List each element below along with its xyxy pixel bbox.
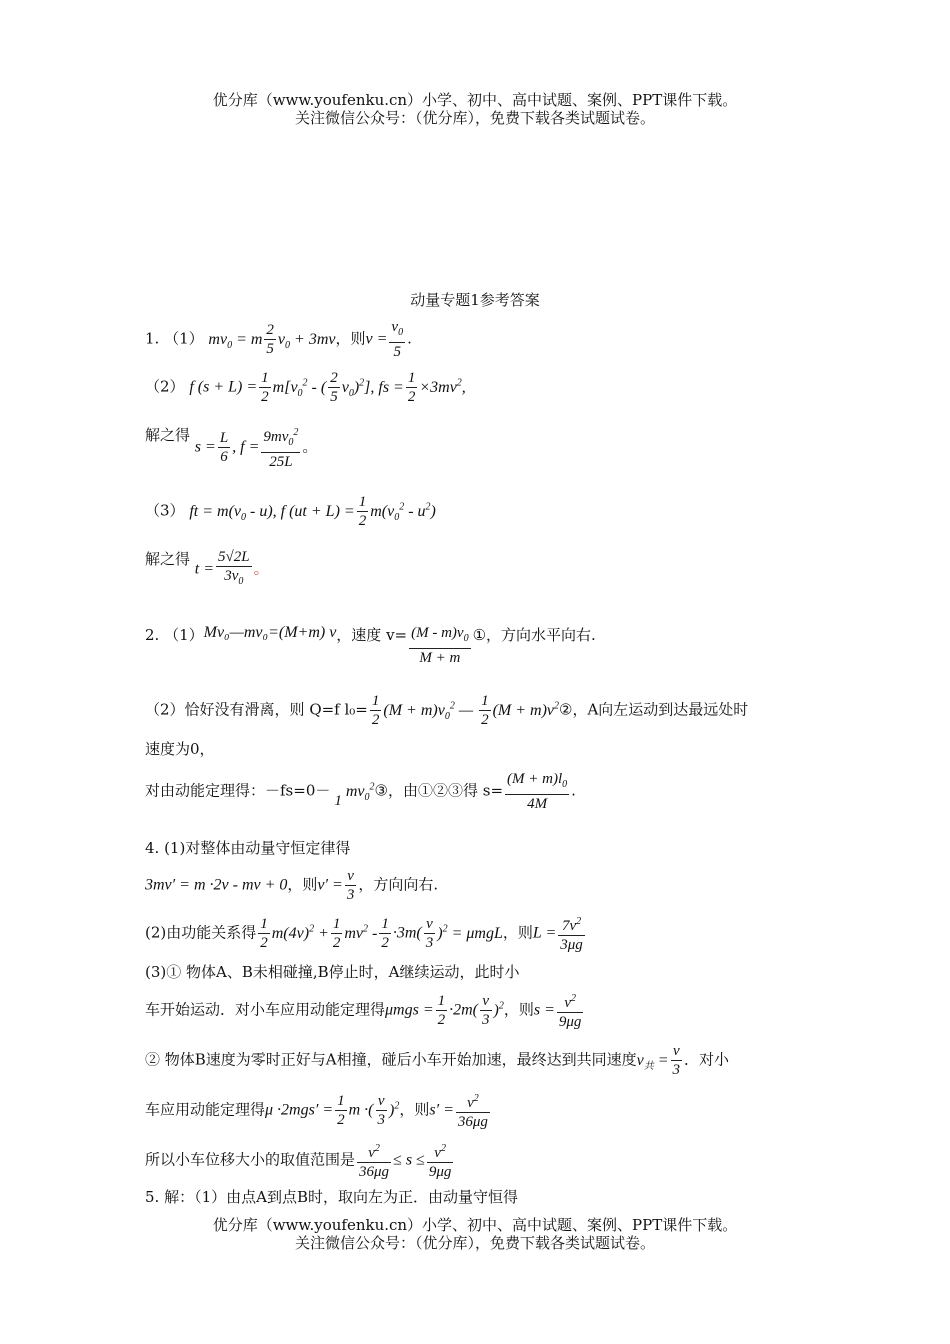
q1-eq2b: $m[v_0^2$ - ( <box>272 377 327 399</box>
q4-eq6b: m ·( <box>348 1101 374 1119</box>
frac: $\frac{1}{2}$ <box>260 916 268 951</box>
q2-eq2b: $(M + m)v^2$ <box>492 700 559 719</box>
frac: $\frac{1}{2}$ <box>358 494 367 529</box>
q4-l7-label: 所以小车位移大小的取值范围是 <box>145 1150 356 1169</box>
frac: $\frac{v^2}{36\mu g}$ <box>357 1140 391 1181</box>
q2-speed: ，速度 v= <box>336 626 408 644</box>
q1-eq2c: $v_0)^2$], fs = <box>341 377 404 399</box>
frac: $\frac{1}{2}$ <box>332 916 341 951</box>
q4-eq2e: L = <box>532 924 557 942</box>
q2-part1 <box>145 624 596 667</box>
frac: $\frac{2}{5}$ <box>330 370 338 405</box>
q1-part1: 1. （1） $mv_0 = m$ $\frac{2}{5}$ $v_0 + 3mv$，则v = $\frac{v_0}{5}$ . <box>145 319 412 360</box>
period: 。 <box>253 559 269 578</box>
frac: 1 <box>334 792 342 809</box>
q4-line6 <box>145 1090 492 1131</box>
frac: $\frac{v}{3}$ <box>377 1093 386 1128</box>
frac: $\frac{v}{3}$ <box>672 1043 681 1078</box>
q4-eq6d: s′ = <box>429 1101 454 1119</box>
q2-p3-mid: ③，由①②③得 s= <box>374 781 504 800</box>
q2-p3-end: . <box>571 781 576 800</box>
q1-eq1c: v = <box>365 330 388 348</box>
q4-l1-mid: ，则 <box>287 875 318 894</box>
q1-p3-label: （3） <box>145 501 185 520</box>
frac: $\frac{1}{2}$ <box>261 370 269 405</box>
q1-part2 <box>145 369 466 406</box>
q1-part3 <box>145 493 436 530</box>
frac: $\frac{9mv_0^2}{25L}$ <box>261 424 300 471</box>
q2-p2-tail: ②，A向左运动到达最远处时 <box>559 700 749 719</box>
q4-l5-label: ② 物体B速度为零时正好与A相撞，碰后小车开始加速，最终达到共同速度 <box>145 1050 637 1069</box>
q4-l5-tail: ．对小 <box>684 1050 730 1069</box>
q1-p2-label: （2） <box>145 377 185 396</box>
header-line-1: 优分库（www.youfenku.cn）小学、初中、高中试题、案例、PPT课件下载。 <box>212 91 738 109</box>
frac: $\frac{2}{5}$ <box>266 322 274 357</box>
q4-eq5: $v_共$ = <box>636 1051 669 1072</box>
page-title: 动量专题1参考答案 <box>410 291 540 309</box>
q1-solve1-label: 解之得 <box>145 426 191 444</box>
q5-label: 5. 解：（1）由点A到点B时，取向左为正．由动量守恒得 <box>145 1188 518 1206</box>
frac: $\frac{(M + m)l_0}{4M}$ <box>507 771 568 812</box>
q4-eq2c: ·3m( <box>392 924 422 942</box>
q1-eq4: ft = $m(v_0 - u)$, f (ut + L) = <box>189 502 355 523</box>
q4-eq2: $m(4v)^2$ + <box>271 923 329 942</box>
q4-eq4b: ·2m( <box>449 1001 479 1019</box>
frac: $\frac{v^2}{9\mu g}$ <box>557 990 584 1031</box>
q2-p2-label: （2）恰好没有滑离，则 Q=f l₀= <box>145 700 368 719</box>
frac: $\frac{7v^2}{3\mu g}$ <box>558 913 585 954</box>
q1-eq1b: $v_0 + 3mv$ <box>277 330 336 351</box>
q1-eq2d: $\times 3mv^2$, <box>419 377 466 396</box>
footer-line-2: 关注微信公众号：（优分库），免费下载各类试题试卷。 <box>294 1234 655 1252</box>
footer-line-1: 优分库（www.youfenku.cn）小学、初中、高中试题、案例、PPT课件下载。 <box>212 1216 738 1234</box>
q4-eq1b: v′ = <box>317 876 343 894</box>
q4-line2 <box>145 913 587 954</box>
q4-line1 <box>145 867 438 904</box>
frac: $\frac{5√2L}{3v_0}$ <box>218 549 250 587</box>
q1-eq5: t = <box>194 560 215 578</box>
q2-p3-label: 对由动能定理得：－fs=0－ <box>145 781 331 800</box>
q4-l4-mid: ，则 <box>503 1000 534 1019</box>
q1-solve2 <box>145 548 269 591</box>
q1-p1-label: 1. （1） <box>145 329 204 348</box>
q1-eq1: $mv_0 = m$ <box>208 330 263 351</box>
q4-l4-label: 车开始运动．对小车应用动能定理得 <box>145 1000 386 1019</box>
frac: $\frac{1}{2}$ <box>437 993 446 1028</box>
frac: $\frac{L}{6}$ <box>219 430 229 465</box>
frac: $\frac{1}{2}$ <box>407 370 416 405</box>
q2-part2-cont: 速度为0， <box>145 740 215 758</box>
frac: $\frac{1}{2}$ <box>381 916 389 951</box>
frac: $\frac{v^2}{9\mu g}$ <box>427 1140 454 1181</box>
q4-line7 <box>145 1140 455 1181</box>
frac: $\frac{v}{3}$ <box>482 993 490 1028</box>
q4-l2-label: (2)由功能关系得 <box>145 923 257 942</box>
q4-l1-tail: ，方向向右. <box>358 875 439 894</box>
frac: $\frac{1}{2}$ <box>481 693 489 728</box>
q4-eq6: μ ·2mgs′ = <box>265 1101 334 1119</box>
q4-label: 4. (1)对整体由动量守恒定律得 <box>145 839 351 857</box>
q1-solve2-label: 解之得 <box>145 550 191 568</box>
q4-eq2b: $mv^2$ - <box>344 923 378 942</box>
period: 。 <box>302 437 318 456</box>
q1-solve1 <box>145 424 317 471</box>
frac: $\frac{1}{2}$ <box>371 693 380 728</box>
q4-line4 <box>145 990 585 1031</box>
q4-eq4d: s = <box>533 1001 555 1019</box>
q2-eq3: $mv_0^2$ <box>345 781 375 803</box>
q1-then: ，则 <box>335 329 366 348</box>
frac: $\frac{v_0}{5}$ <box>391 319 404 360</box>
frac: $\frac{v}{3}$ <box>425 916 434 951</box>
q4-eq1: 3mv′ = m ·2v - mv + 0 <box>145 876 288 894</box>
q2-eq2: $(M + m)v_0^2$ — <box>383 700 478 722</box>
q2-eq1: Mv₀—mv₀=(M+m) v <box>203 624 337 641</box>
q4-eq4: μmgs = <box>385 1001 434 1019</box>
frac: $\frac{v}{3}$ <box>346 868 355 903</box>
q4-eq2d: )$^2$ = μmgL <box>437 923 503 942</box>
q2-part2 <box>145 692 748 729</box>
q4-eq6c: )$^2$ <box>389 1100 400 1119</box>
q4-eq7: ≤ s ≤ <box>393 1151 425 1169</box>
q2-p1-label: 2. （1） <box>145 626 204 644</box>
frac: $\frac{(M - m)v_0}{M + m}$ <box>411 625 469 666</box>
q1-eq2: f (s + L) = <box>189 378 258 396</box>
q1-eq4b: $m(v_0^2 - u^2)$ <box>370 501 436 523</box>
q4-line5 <box>145 1042 729 1079</box>
frac: $\frac{v^2}{36\mu g}$ <box>456 1090 490 1131</box>
q4-l6-mid: ，则 <box>399 1100 430 1119</box>
q4-l2-mid: ，则 <box>502 923 533 942</box>
q4-line3: (3)① 物体A、B未相碰撞,B停止时，A继续运动，此时小 <box>145 963 520 981</box>
header-line-2: 关注微信公众号：（优分库），免费下载各类试题试卷。 <box>294 109 655 127</box>
frac: $\frac{1}{2}$ <box>337 1093 345 1128</box>
q4-l6-label: 车应用动能定理得 <box>145 1100 266 1119</box>
q1-eq3b: , f = <box>232 438 260 456</box>
q2-p1-tail: ①，方向水平向右. <box>472 626 596 644</box>
q2-part3 <box>145 770 576 813</box>
q4-eq4c: )$^2$ <box>493 1000 504 1019</box>
q1-eq3: s = <box>194 438 216 456</box>
